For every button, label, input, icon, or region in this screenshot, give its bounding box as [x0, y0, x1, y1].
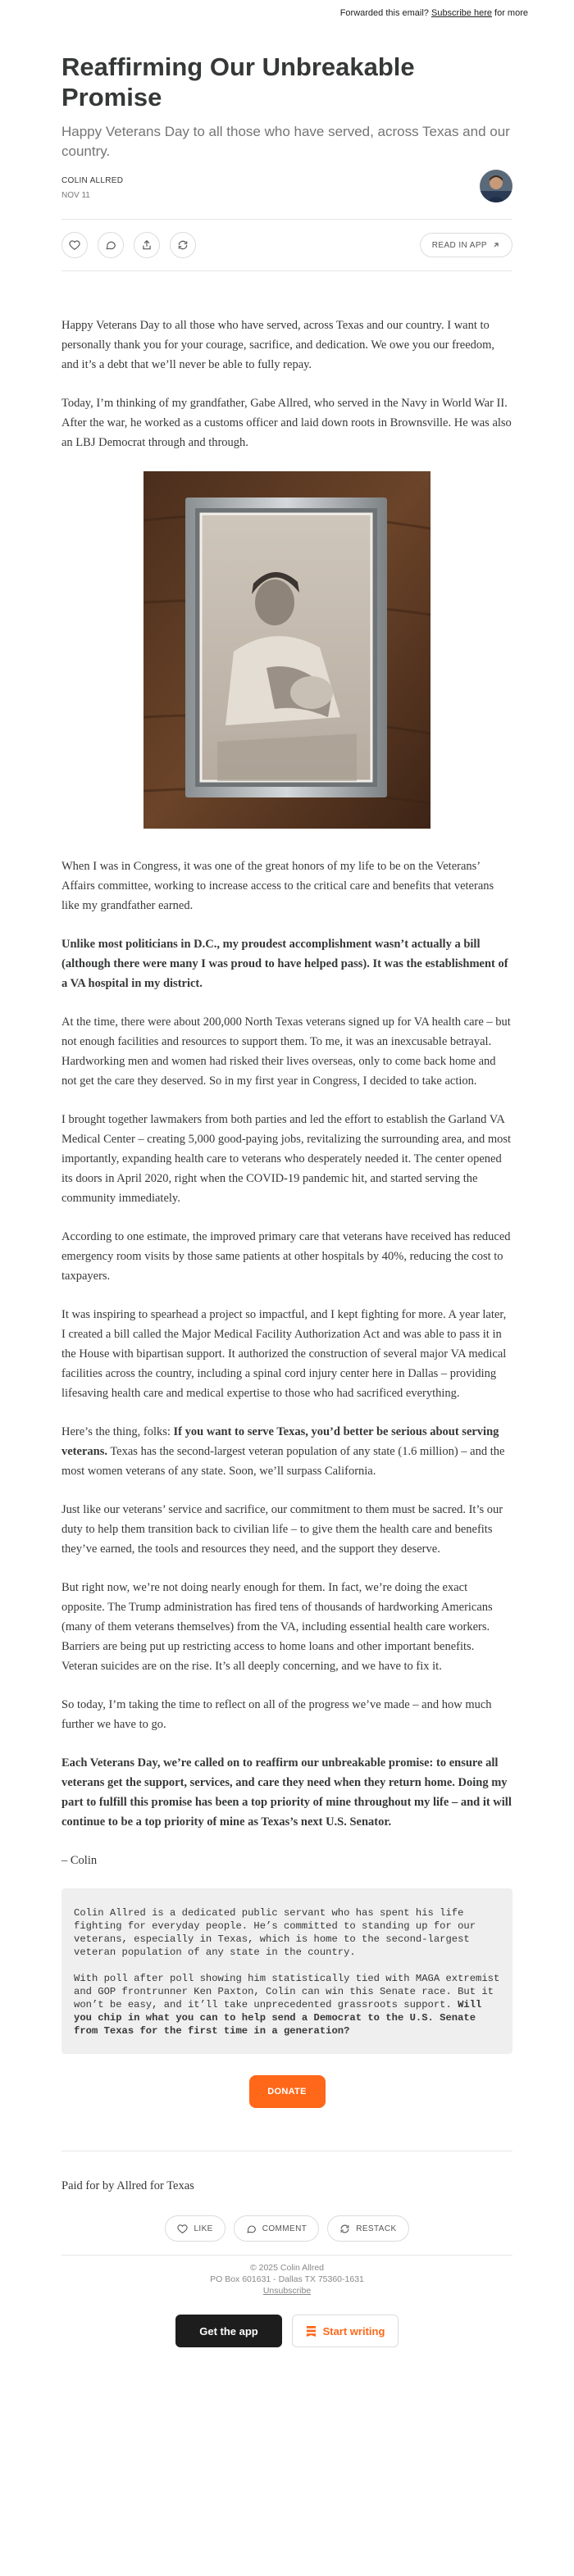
divider	[61, 270, 512, 271]
paragraph: It was inspiring to spearhead a project so impactful, and I kept fighting for more. A year later, I created a bill called the Major Medical Facility Authorization Act and was able to pass it in the House with bipartisan support. It authorized the construction of several major VA medical facilities across the country, including a spinal cord injury center here in Dallas – providing lifesaving health care and medical expertise to those who had sacrificed everything.	[61, 1308, 507, 1400]
footer-restack-button[interactable]	[327, 2215, 408, 2242]
text-span: With poll after poll showing him statistically tied with MAGA extremist and GOP frontrunner Ken Paxton, Colin can win this Senate race. But it won’t be easy, and it’ll take unprecedented grassroots support.	[74, 1973, 500, 2010]
like-button[interactable]	[61, 232, 88, 258]
start-writing-button[interactable]	[292, 2315, 399, 2347]
paragraph	[61, 1753, 512, 1832]
read-in-app-button[interactable]	[420, 233, 512, 257]
comment-label: COMMENT	[262, 2224, 308, 2233]
like-label: LIKE	[194, 2224, 213, 2233]
restack-icon	[177, 239, 189, 251]
post-date: NOV 11	[61, 191, 90, 200]
paragraph: So today, I’m taking the time to reflect on all of the progress we’ve made – and how much further we have to go.	[61, 1698, 492, 1731]
app-cta-row	[61, 2315, 512, 2347]
paragraph: I brought together lawmakers from both parties and led the effort to establish the Garland VA Medical Center – creating 5,000 good-paying jobs, revitalizing the surrounding area, and most importantly, expanding health care to veterans who desperately needed it. The center opened its doors in April 2020, right when the COVID-19 pandemic hit, and started serving the community immediately.	[61, 1113, 512, 1205]
post-container	[61, 52, 512, 2347]
avatar[interactable]	[480, 170, 512, 202]
restack-button[interactable]	[170, 232, 196, 258]
share-button[interactable]	[134, 232, 160, 258]
paragraph	[61, 1422, 512, 1481]
post-subtitle: Happy Veterans Day to all those who have served, across Texas and our country.	[61, 124, 510, 159]
bold-text: Unlike most politicians in D.C., my proudest accomplishment wasn’t actually a bill (although there were many I was proud to have helped pass). It was the establishment of a VA hospital in my district.	[61, 938, 508, 990]
copyright: © 2025 Colin Allred	[249, 2263, 325, 2273]
unsubscribe-link[interactable]: Unsubscribe	[262, 2286, 312, 2296]
callout-block	[61, 1888, 512, 2054]
bold-text: Each Veterans Day, we’re called on to reaffirm our unbreakable promise: to ensure all veterans get the support, services, and care they need when they return home. Doing my part to fulfill this promise has been a top priority of mine throughout my life – and it will continue to be a top priority of mine as Texas’s next U.S. Senator.	[61, 1756, 512, 1829]
post-body	[61, 316, 512, 1870]
paragraph	[61, 934, 512, 993]
heart-icon	[177, 2224, 188, 2234]
share-icon	[141, 239, 153, 251]
post-action-bar	[61, 220, 512, 270]
byline	[61, 170, 512, 219]
paragraph: Just like our veterans’ service and sacrifice, our commitment to them must be sacred. It’s our duty to help them transition back to civilian life – to give them the health care and benefits they’ve earned, the tools and resources they need, and the support they deserve.	[61, 1503, 503, 1556]
get-app-button[interactable]: Get the app	[175, 2315, 282, 2347]
email-footer	[61, 2255, 512, 2297]
footer-comment-button[interactable]	[234, 2215, 319, 2242]
paragraph: According to one estimate, the improved primary care that veterans have received has reduced emergency room visits by those same patients at other hospitals by 40%, reducing the cost to taxpayers.	[61, 1230, 511, 1283]
footer-action-bar	[61, 2215, 512, 2242]
read-in-app-label: READ IN APP	[431, 240, 487, 250]
paragraph: Happy Veterans Day to all those who have served, across Texas and our country. I want to personally thank you for your courage, sacrifice, and dedication. We owe you our freedom, and it’s a debt that we’ll never be able to fully repay.	[61, 319, 495, 371]
paid-for-disclaimer: Paid for by Allred for Texas	[61, 2151, 512, 2193]
comment-icon	[246, 2224, 257, 2234]
post-title[interactable]: Reaffirming Our Unbreakable Promise	[61, 52, 415, 111]
forward-suffix: for more	[491, 8, 528, 18]
paragraph: At the time, there were about 200,000 North Texas veterans signed up for VA health care – but not enough facilities and resources to support them. To me, it was an inexcusable betrayal. Hardworking men and women had risked their lives overseas, only to come back home and not get the care they deserved. So in my first year in Congress, I decided to take action.	[61, 1015, 511, 1088]
restack-icon	[339, 2224, 350, 2234]
forward-banner	[0, 0, 574, 21]
arrow-up-right-icon	[492, 241, 500, 249]
forward-text: Forwarded this email?	[339, 8, 431, 18]
bookmark-icon	[306, 2325, 317, 2337]
author-name[interactable]: COLIN ALLRED	[61, 176, 124, 185]
bold-text: Will you chip in what you can to help send a Democrat to the U.S. Senate from Texas for the first time in a generation?	[74, 1999, 482, 2037]
mailing-address: PO Box 601631 - Dallas TX 75360-1631	[210, 2274, 364, 2284]
paragraph: When I was in Congress, it was one of the great honors of my life to be on the Veterans’ Affairs committee, working to increase access to the critical care and benefits that veterans like my grandfather earned.	[61, 860, 494, 912]
paragraph: But right now, we’re not doing nearly enough for them. In fact, we’re doing the exact opposite. The Trump administration has fired tens of thousands of hardworking Americans (many of them veterans themselves) from the VA, including essential health care workers. Barriers are being put up restricting access to home loans and other important benefits. Veteran suicides are on the rise. It’s all deeply concerning, and we have to fix it.	[61, 1581, 493, 1673]
paragraph: Today, I’m thinking of my grandfather, Gabe Allred, who served in the Navy in World War II. After the war, he worked as a customs officer and laid down roots in Brownsville. He was also an LBJ Democrat through and through.	[61, 397, 512, 449]
text-span: Here’s the thing, folks:	[61, 1425, 174, 1438]
bold-text: If you want to serve Texas, you’d better be serious about serving veterans.	[61, 1425, 499, 1458]
start-writing-label: Start writing	[322, 2324, 385, 2337]
subscribe-link[interactable]: Subscribe here	[430, 8, 492, 18]
signoff: – Colin	[61, 1854, 98, 1867]
framed-photo-image[interactable]	[144, 471, 430, 829]
comment-icon	[105, 239, 116, 251]
restack-label: RESTACK	[356, 2224, 397, 2233]
heart-icon	[69, 239, 80, 251]
callout-paragraph: Colin Allred is a dedicated public servant who has spent his life fighting for everyday people. He’s committed to standing up for our veterans, especially in Texas, which is home to the second-largest veteran population of any state in the country.	[74, 1907, 476, 1958]
footer-like-button[interactable]	[165, 2215, 225, 2242]
callout-paragraph	[74, 1972, 500, 2038]
comment-button[interactable]	[98, 232, 124, 258]
text-span: Texas has the second-largest veteran population of any state (1.6 million) – and the most women veterans of any state. Soon, we’ll surpass California.	[61, 1445, 505, 1478]
donate-button[interactable]: DONATE	[249, 2075, 326, 2108]
